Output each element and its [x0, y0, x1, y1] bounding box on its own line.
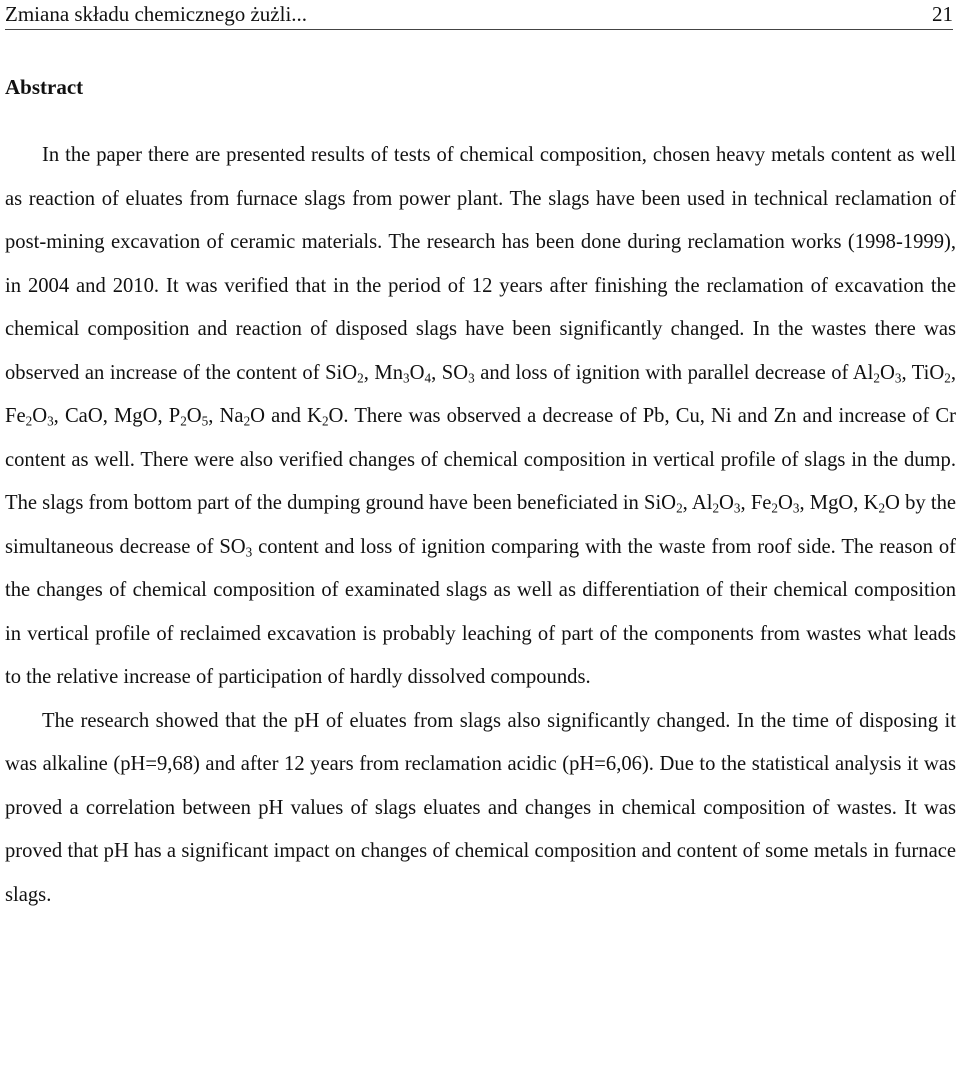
- page-number: 21: [932, 2, 953, 26]
- abstract-paragraph-1: In the paper there are presented results of tests of chemical composition, chosen heavy metals content as well as reaction of eluates from furnace slags from power plant. The slags have been used in technical reclamation of post-mining excavation of ceramic materials. The research has been done during reclamation works (1998-1999), in 2004 and 2010. It was verified that in the period of 12 years after finishing the reclamation of excavation the chemical composition and reaction of disposed slags have been significantly changed. In the wastes there was observed an increase of the content of SiO$_2$, $Mn_3O_4$, $SO_3$ and loss of ignition with parallel decrease of $Al_2O_3$, TiO$_2$, $Fe_2O_3$, CaO, MgO, $P_2O_5$, $Na_2O$ and $K_2O$. There was observed a decrease of Pb, Cu, Ni and Zn and increase of Cr content as well. There were also verified changes of chemical composition in vertical profile of slags in the dump. The slags from bottom part of the dumping ground have been beneficiated in SiO$_2$, $Al_2O_3$, $Fe_2O_3$, MgO, $K_2O$ by the simultaneous decrease of $SO_3$ content and loss of ignition comparing with the waste from roof side. The reason of the changes of chemical composition of examinated slags as well as differentiation of their chemical composition in vertical profile of reclaimed excavation is probably leaching of part of the components from wastes what leads to the relative increase of participation of hardly dissolved compounds.: [5, 144, 957, 688]
- abstract-body: [5, 134, 956, 917]
- abstract-paragraph-2: The research showed that the pH of eluates from slags also significantly changed. In the time of disposing it was alkaline (pH=9,68) and after 12 years from reclamation acidic (pH=6,06). Due to the statistical analysis it was proved a correlation between pH values of slags eluates and changes in chemical composition of wastes. It was proved that pH has a significant impact on changes of chemical composition and content of some metals in furnace slags.: [5, 709, 956, 906]
- running-header: [5, 0, 953, 30]
- section-heading: Abstract: [5, 75, 84, 99]
- running-title: Zmiana składu chemicznego żużli...: [5, 2, 308, 26]
